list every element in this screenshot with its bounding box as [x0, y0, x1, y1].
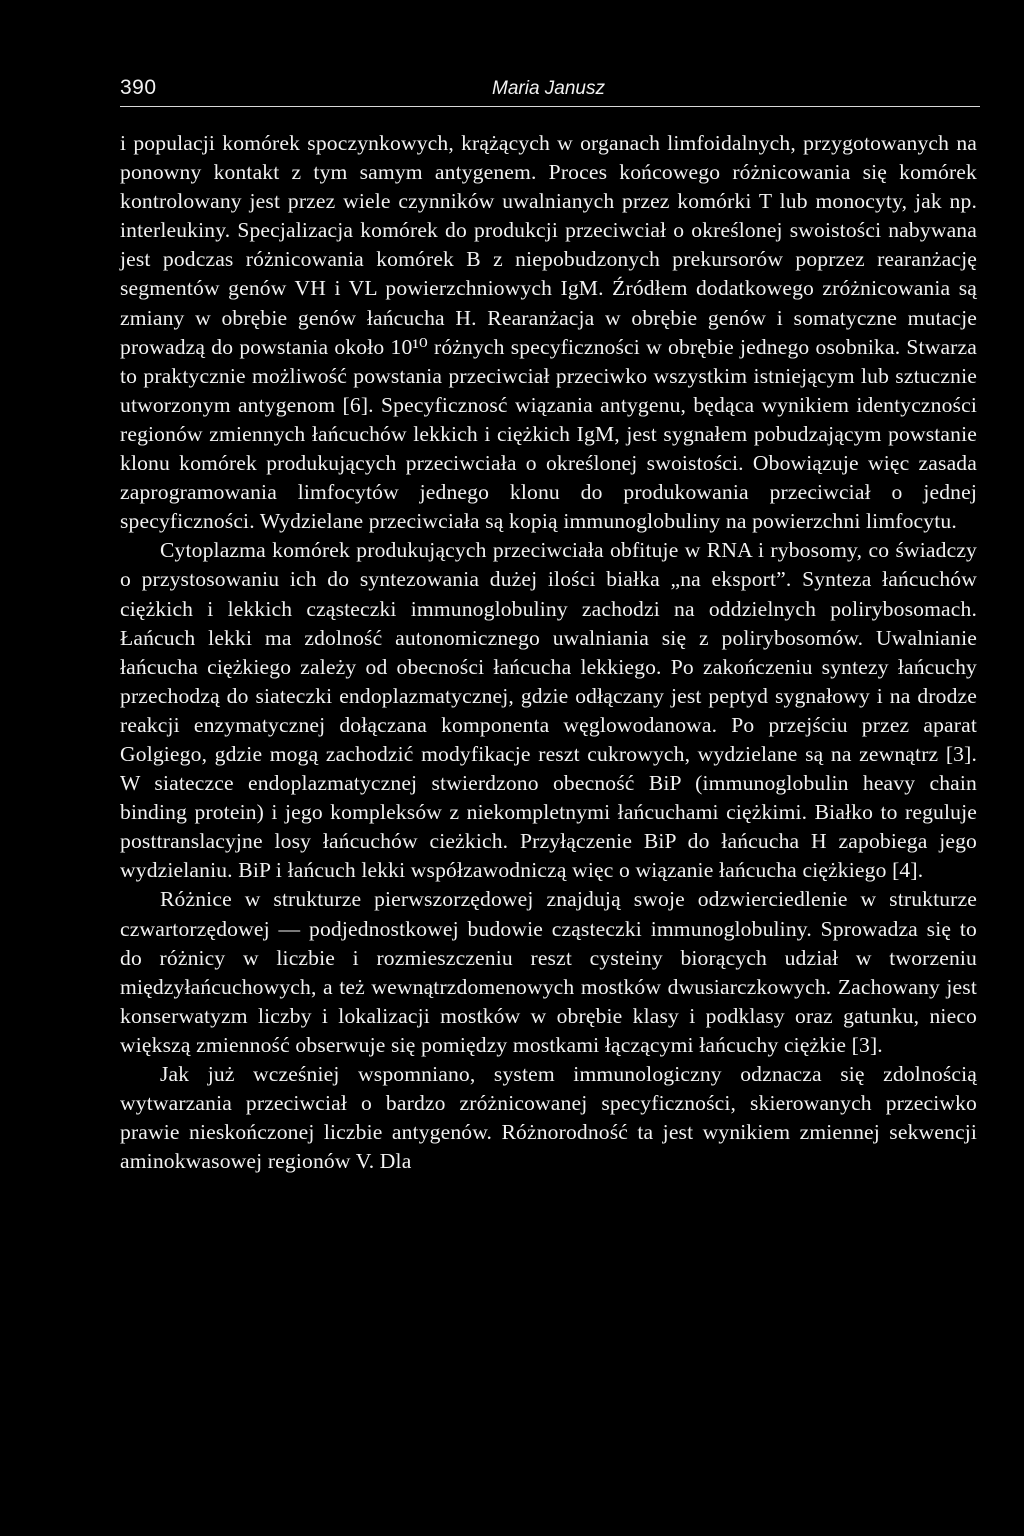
- paragraph: i populacji komórek spoczynkowych, krążących w organach limfoidalnych, przygotowanych na ponowny kontakt z tym samym antygenem. Proces końcowego różnicowania się komórek kontrolowany jest przez wiele czynników uwalnianych przez komórki T lub monocyty, jak np. interleukiny. Specjalizacja komórek do produkcji przeciwciał o określonej swoistości nabywana jest podczas różnicowania komórek B z niepobudzonych prekursorów poprzez rearanżację segmentów genów VH i VL powierzchniowych IgM. Źródłem dodatkowego zróżnicowania są zmiany w obrębie genów łańcucha H. Rearanżacja w obrębie genów i somatyczne mutacje prowadzą do powstania około 10¹⁰ różnych specyficzności w obrębie jednego osobnika. Stwarza to praktycznie możliwość powstania przeciwciał przeciwko wszystkim istniejącym lub sztucznie utworzonym antygenom [6]. Specyficznosć wiązania antygenu, będąca wynikiem identyczności regionów zmiennych łańcuchów lekkich i ciężkich IgM, jest sygnałem pobudzającym powstanie klonu komórek produkujących przeciwciała o określonej swoistości. Obowiązuje więc zasada zaprogramowania limfocytów jednego klonu do produkowania przeciwciał o jednej specyficzności. Wydzielane przeciwciała są kopią immunoglobuliny na powierzchni limfocytu.: [120, 131, 977, 534]
- paragraph: Różnice w strukturze pierwszorzędowej znajdują swoje odzwierciedlenie w strukturze czwartorzędowej — podjednostkowej budowie cząsteczki immunoglobuliny. Sprowadza się to do różnicy w liczbie i rozmieszczeniu reszt cysteiny biorących udział w tworzeniu międzyłańcuchowych, a też wewnątrzdomenowych mostków dwusiarczkowych. Zachowany jest konserwatyzm liczby i lokalizacji mostków w obrębie klasy i podklasy oraz gatunku, nieco większą zmienność obserwuje się pomiędzy mostkami łączącymi łańcuchy ciężkie [3].: [120, 887, 977, 1057]
- body-text: [120, 129, 977, 1176]
- paragraph: Jak już wcześniej wspomniano, system immunologiczny odznacza się zdolnością wytwarzania przeciwciał o bardzo zróżnicowanej specyficzności, skierowanych przeciwko prawie nieskończonej liczbie antygenów. Różnorodność ta jest wynikiem zmiennej sekwencji aminokwasowej regionów V. Dla: [120, 1062, 977, 1174]
- paragraph: Cytoplazma komórek produkujących przeciwciała obfituje w RNA i rybosomy, co świadczy o przystosowaniu ich do syntezowania dużej ilości białka „na eksport”. Synteza łańcuchów ciężkich i lekkich cząsteczki immunoglobuliny zachodzi na oddzielnych polirybosomach. Łańcuch lekki ma zdolność autonomicznego uwalniania się z polirybosomów. Uwalnianie łańcucha ciężkiego zależy od obecności łańcucha lekkiego. Po zakończeniu syntezy łańcuchy przechodzą do siateczki endoplazmatycznej, gdzie odłączany jest peptyd sygnałowy i na drodze reakcji enzymatycznej dołączana komponenta węglowodanowa. Po przejściu przez aparat Golgiego, gdzie mogą zachodzić modyfikacje reszt cukrowych, wydzielane są na zewnątrz [3]. W siateczce endoplazmatycznej stwierdzono obecność BiP (immunoglobulin heavy chain binding protein) i jego kompleksów z niekompletnymi łańcuchami ciężkimi. Białko to reguluje posttranslacyjne losy łańcuchów cieżkich. Przyłączenie BiP do łańcucha H zapobiega jego wydzielaniu. BiP i łańcuch lekki współzawodniczą więc o wiązanie łańcucha ciężkiego [4].: [120, 538, 977, 883]
- page-header: [120, 70, 980, 110]
- page-number: 390: [120, 76, 157, 99]
- header-rule: [120, 106, 980, 107]
- running-head-author: Maria Janusz: [492, 78, 605, 99]
